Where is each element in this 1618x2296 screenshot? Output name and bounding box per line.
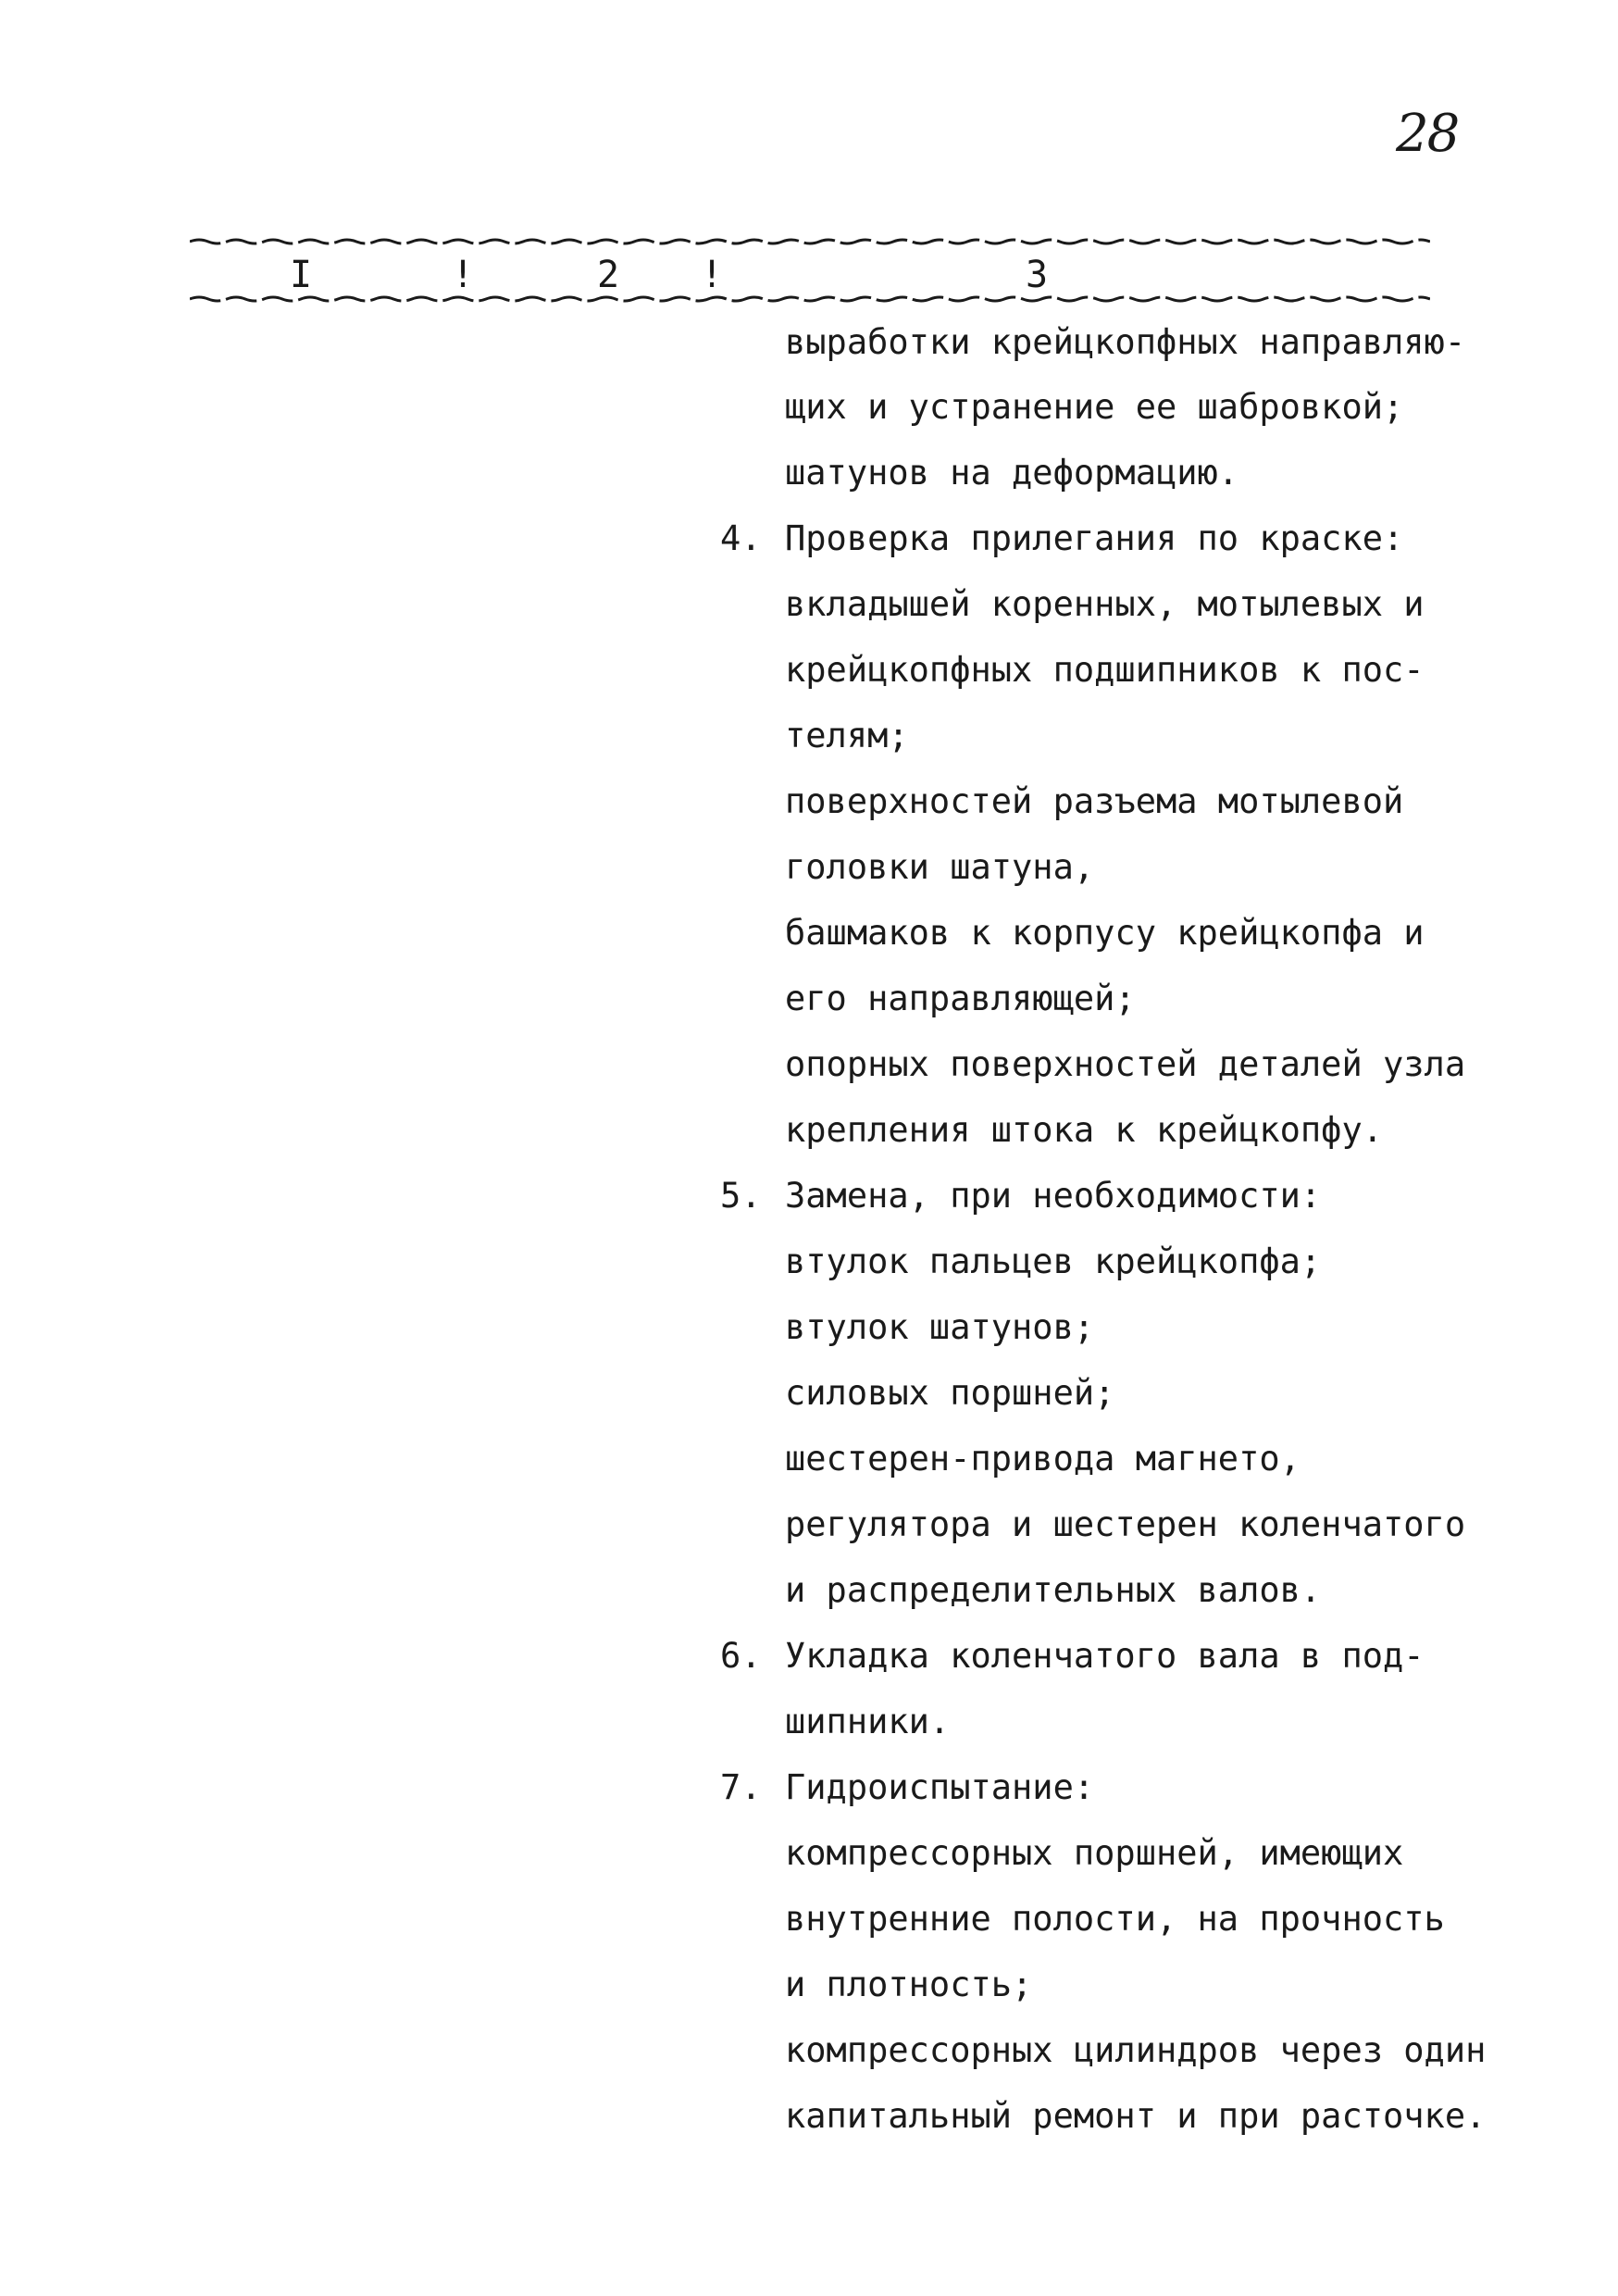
text-line: его направляющей;: [785, 979, 1136, 1018]
table-header-bottom-rule: [190, 293, 1430, 305]
text-line: шестерен-привода магнето,: [785, 1439, 1301, 1479]
text-line: вкладышей коренных, мотылевых и: [785, 584, 1425, 624]
text-line: компрессорных цилиндров через один: [785, 2030, 1487, 2070]
text-line: крейцкопфных подшипников к пос-: [785, 650, 1425, 690]
text-line: и плотность;: [785, 1965, 1033, 2004]
column-header-3: 3: [1026, 254, 1049, 296]
column-separator: !: [452, 254, 475, 296]
list-item-number: 6.: [720, 1636, 762, 1676]
text-line: Гидроиспытание:: [785, 1767, 1095, 1807]
text-line: внутренние полости, на прочность: [785, 1899, 1445, 1939]
text-line: компрессорных поршней, имеющих: [785, 1833, 1404, 1873]
text-line: шатунов на деформацию.: [785, 453, 1239, 493]
text-line: регулятора и шестерен коленчатого: [785, 1504, 1466, 1544]
text-line: и распределительных валов.: [785, 1570, 1322, 1610]
text-line: телям;: [785, 716, 909, 755]
text-line: Замена, при необходимости:: [785, 1176, 1322, 1216]
list-item-number: 5.: [720, 1176, 762, 1216]
text-line: Укладка коленчатого вала в под-: [785, 1636, 1425, 1676]
page-number: 28: [1396, 104, 1459, 164]
text-line: щих и устранение ее шабровкой;: [785, 387, 1404, 427]
column-header-1: I: [290, 254, 313, 296]
text-line: силовых поршней;: [785, 1373, 1115, 1413]
text-line: выработки крейцкопфных направляю-: [785, 322, 1466, 362]
text-line: головки шатуна,: [785, 847, 1095, 887]
column-header-2: 2: [597, 254, 620, 296]
text-line: капитальный ремонт и при расточке.: [785, 2096, 1487, 2136]
text-line: опорных поверхностей деталей узла: [785, 1044, 1466, 1084]
text-line: втулок шатунов;: [785, 1307, 1095, 1347]
column-separator: !: [701, 254, 724, 296]
text-line: шипники.: [785, 1702, 951, 1741]
table-header: [190, 236, 1430, 319]
text-line: крепления штока к крейцкопфу.: [785, 1110, 1384, 1150]
text-line: Проверка прилегания по краске:: [785, 518, 1404, 558]
list-item-number: 4.: [720, 518, 762, 558]
text-line: втулок пальцев крейцкопфа;: [785, 1242, 1322, 1281]
table-header-top-rule: [190, 236, 1430, 247]
list-item-number: 7.: [720, 1767, 762, 1807]
text-line: башмаков к корпусу крейцкопфа и: [785, 913, 1425, 953]
text-line: поверхностей разъема мотылевой: [785, 781, 1404, 821]
